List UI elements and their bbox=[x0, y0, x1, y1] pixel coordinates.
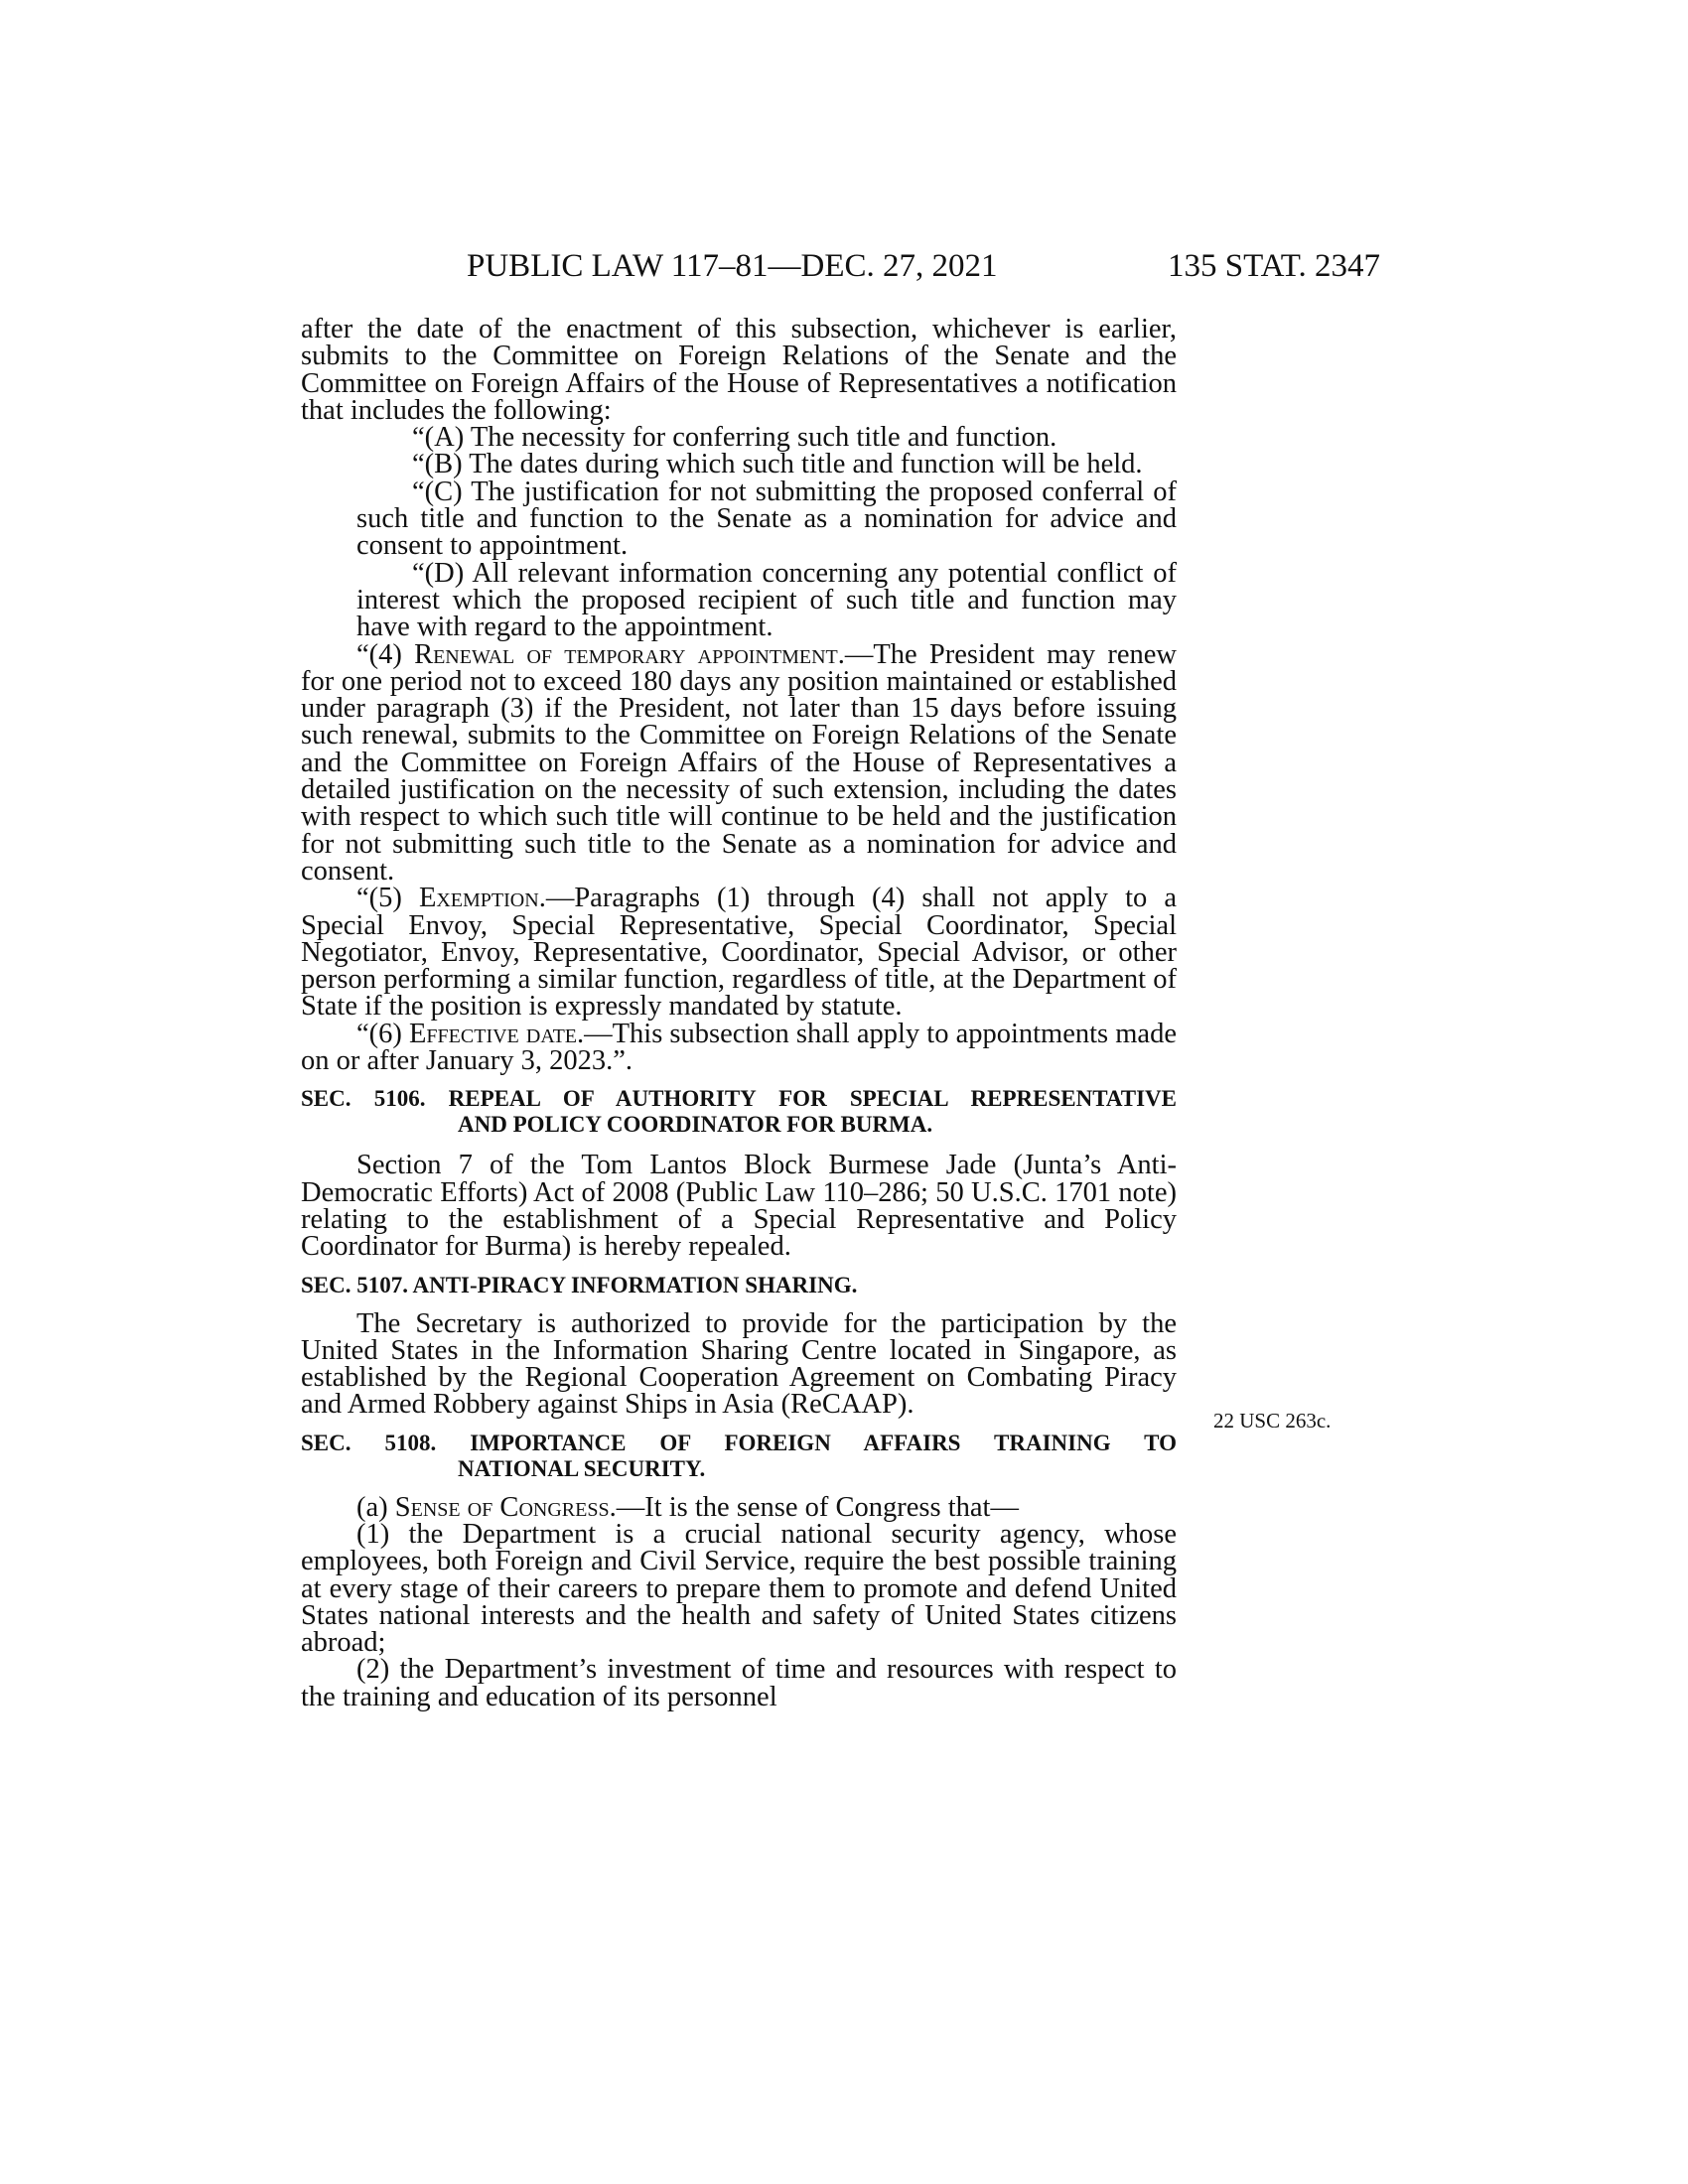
page-header bbox=[467, 246, 1380, 286]
intro-paragraph: after the date of the enactment of this subsection, whichever is earlier, submits to the Committee on Foreign Relations of the Senate and the Committee on Foreign Affairs of the House of Representatives a notification that includes the following: bbox=[301, 314, 1177, 426]
section-5106-title-line1: SEC. 5106. REPEAL OF AUTHORITY FOR SPECIAL REPRESENTATIVE bbox=[301, 1086, 1177, 1112]
paragraph-6-number: “(6) bbox=[356, 1018, 410, 1049]
section-5108-heading bbox=[301, 1431, 1177, 1456]
paragraph-6-heading: Effective date. bbox=[409, 1018, 585, 1049]
section-5106-title-line2: AND POLICY COORDINATOR FOR BURMA. bbox=[458, 1112, 933, 1138]
paragraph-5-text: —Paragraphs (1) through (4) shall not apply to a Special Envoy, Special Representative, Special Coordinator, Special Negotiator, Envoy, Representative, Coordinator, Special Advisor, or other person performing a similar function, regardless of title, at the Department of State if the position is expressly mandated by statute. bbox=[301, 883, 1177, 1023]
subsection-a-number: (a) bbox=[356, 1491, 395, 1523]
statute-page-reference: 135 STAT. 2347 bbox=[1167, 248, 1380, 284]
item-c: “(C) The justification for not submitting the proposed conferral of such title and function to the Senate as a nomination for advice and consent to appointment. bbox=[356, 476, 1177, 562]
subsection-a-item-1: (1) the Department is a crucial national security agency, whose employees, both Foreign and Civil Service, require the best possible training at every stage of their careers to prepare them to promote and defend United States national interests and the health and safety of United States citizens abroad; bbox=[301, 1518, 1177, 1659]
section-5108-title-line1: SEC. 5108. IMPORTANCE OF FOREIGN AFFAIRS TRAINING TO bbox=[301, 1430, 1177, 1455]
subsection-a-heading: Sense of Congress. bbox=[394, 1491, 617, 1523]
subsection-a-item-2: (2) the Department’s investment of time and resources with respect to the training and education of its personnel bbox=[301, 1654, 1177, 1712]
paragraph-6 bbox=[301, 1018, 1177, 1077]
item-b: “(B) The dates during which such title and function will be held. bbox=[412, 449, 1143, 480]
running-head: PUBLIC LAW 117–81—DEC. 27, 2021 bbox=[467, 248, 998, 284]
paragraph-6-text: —This subsection shall apply to appointments made on or after January 3, 2023.”. bbox=[301, 1018, 1177, 1077]
item-d: “(D) All relevant information concerning any potential conflict of interest which the proposed recipient of such title and function may have with regard to the appointment. bbox=[356, 557, 1177, 643]
paragraph-5-heading: Exemption. bbox=[418, 883, 546, 914]
paragraph-4-text: —The President may renew for one period not to exceed 180 days any position maintained or established under paragraph (3) if the President, not later than 15 days before issuing such renewal, submits to the Committee on Foreign Relations of the Senate and the Committee on Foreign Affairs of the House of Representatives a detailed justification on the necessity of such extension, including the dates with respect to which such title will continue to be held and the justification for not submitting such title to the Senate as a nomination for advice and consent. bbox=[301, 638, 1177, 887]
paragraph-5 bbox=[301, 883, 1177, 1023]
section-5106-heading bbox=[301, 1086, 1177, 1112]
paragraph-4-heading: Renewal of temporary appointment. bbox=[414, 638, 845, 670]
subsection-a bbox=[301, 1491, 1177, 1523]
margin-citation: 22 USC 263c. bbox=[1213, 1409, 1332, 1433]
subsection-a-text: —It is the sense of Congress that— bbox=[616, 1491, 1019, 1523]
section-5107-text: The Secretary is authorized to provide for the participation by the United States in the Information Sharing Centre located in Singapore, as established by the Regional Cooperation Agreement on Combating Piracy and Armed Robbery against Ships in Asia (ReCAAP). bbox=[301, 1307, 1177, 1421]
section-5107-heading: SEC. 5107. ANTI-PIRACY INFORMATION SHARING. bbox=[301, 1272, 858, 1297]
section-5106-text: Section 7 of the Tom Lantos Block Burmese Jade (Junta’s Anti-Democratic Efforts) Act of 2008 (Public Law 110–286; 50 U.S.C. 1701 note) relating to the establishment of a Special Representative and Policy Coordinator for Burma) is hereby repealed. bbox=[301, 1150, 1177, 1263]
document-body bbox=[301, 316, 1177, 1710]
item-a: “(A) The necessity for conferring such title and function. bbox=[412, 422, 1057, 454]
paragraph-4 bbox=[301, 638, 1177, 887]
section-5108-title-line2: NATIONAL SECURITY. bbox=[458, 1455, 706, 1481]
paragraph-4-number: “(4) bbox=[356, 638, 415, 670]
paragraph-5-number: “(5) bbox=[356, 883, 419, 914]
